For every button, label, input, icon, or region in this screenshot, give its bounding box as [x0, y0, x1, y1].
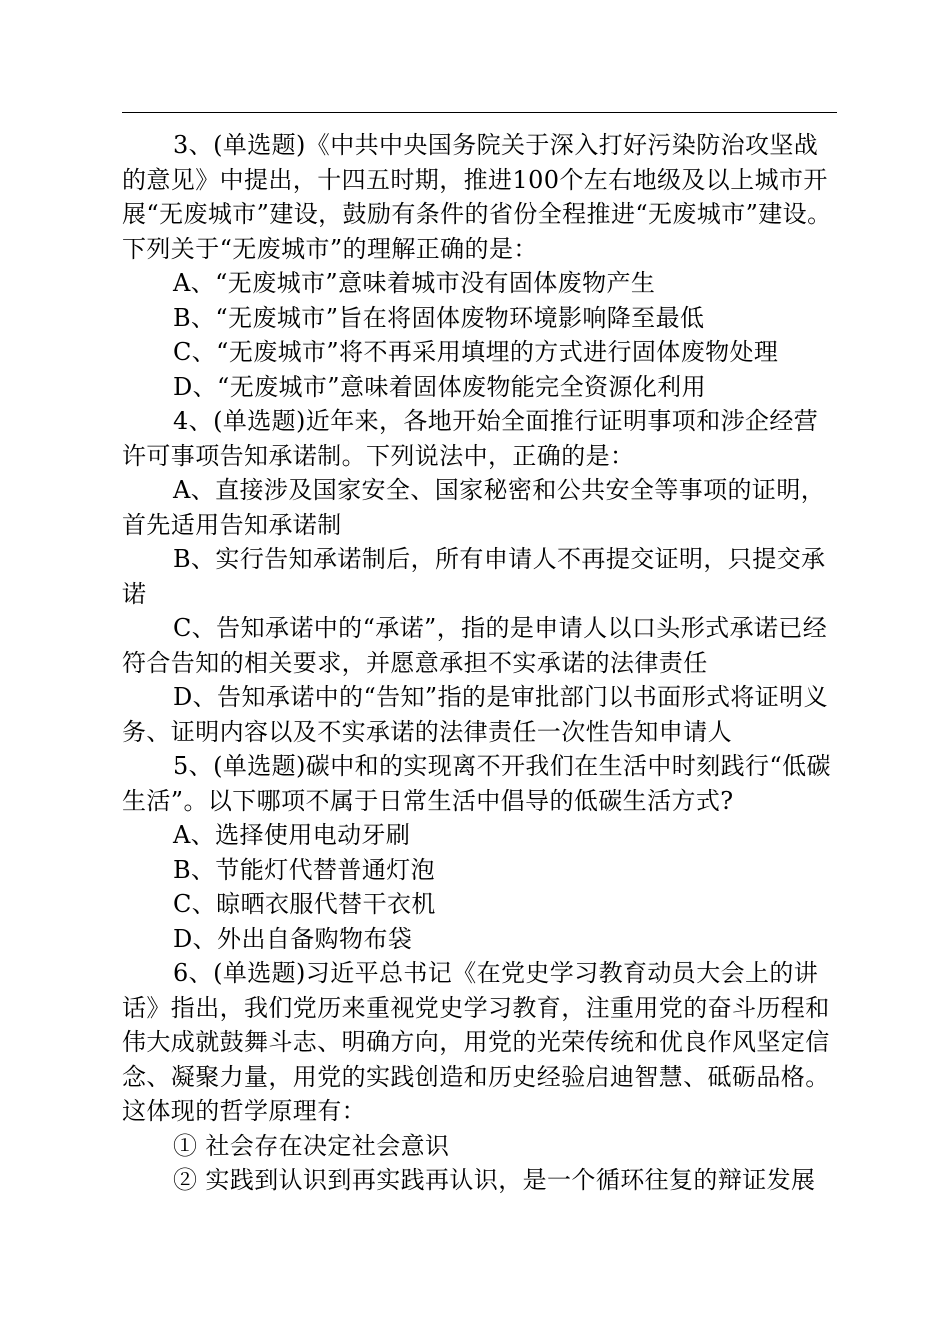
question-5-stem: 5、(单选题)碳中和的实现离不开我们在生活中时刻践行“低碳生活”。以下哪项不属于日常生活中倡导的低碳生活方式? [122, 752, 831, 815]
question-3-option-c: C、“无废城市”将不再采用填埋的方式进行固体废物处理 [173, 338, 779, 366]
question-3-option-b: B、“无废城市”旨在将固体废物环境影响降至最低 [173, 303, 705, 332]
question-5-option-b: B、节能灯代替普通灯泡 [173, 855, 436, 884]
question-3-option-a: A、“无废城市”意味着城市没有固体废物产生 [173, 269, 656, 297]
question-5-option-d: D、外出自备购物布袋 [173, 924, 413, 953]
question-6-option-2: ② 实践到认识到再实践再认识，是一个循环往复的辩证发展 [173, 1166, 816, 1194]
header-rule [122, 112, 837, 113]
question-4-option-d: D、告知承诺中的“告知”指的是审批部门以书面形式将证明义务、证明内容以及不实承诺的法律责任一次性告知申请人 [122, 683, 828, 746]
question-4-option-c: C、告知承诺中的“承诺”，指的是申请人以口头形式承诺已经符合告知的相关要求，并愿意承担不实承诺的法律责任 [122, 614, 828, 677]
question-3-stem: 3、(单选题)《中共中央国务院关于深入打好污染防治攻坚战的意见》中提出，十四五时期，推进100个左右地级及以上城市开展“无废城市”建设，鼓励有条件的省份全程推进“无废城市”建设。下列关于“无废城市”的理解正确的是： [122, 131, 832, 263]
question-4-stem: 4、(单选题)近年来，各地开始全面推行证明事项和涉企经营许可事项告知承诺制。下列说法中，正确的是： [122, 407, 819, 470]
question-3-option-d: D、“无废城市”意味着固体废物能完全资源化利用 [173, 372, 706, 401]
question-5-option-c: C、晾晒衣服代替干衣机 [173, 890, 436, 918]
question-6-stem: 6、(单选题)习近平总书记《在党史学习教育动员大会上的讲话》指出，我们党历来重视党史学习教育，注重用党的奋斗历程和伟大成就鼓舞斗志、明确方向，用党的光荣传统和优良作风坚定信念、凝聚力量，用党的实践创造和历史经验启迪智慧、砥砺品格。这体现的哲学原理有： [122, 959, 830, 1125]
question-list [122, 128, 837, 1198]
question-6-option-1: ① 社会存在决定社会意识 [173, 1131, 450, 1160]
question-4-option-b: B、实行告知承诺制后，所有申请人不再提交证明，只提交承诺 [122, 545, 826, 608]
question-5-option-a: A、选择使用电动牙刷 [173, 821, 411, 849]
question-4-option-a: A、直接涉及国家安全、国家秘密和公共安全等事项的证明，首先适用告知承诺制 [122, 476, 826, 539]
